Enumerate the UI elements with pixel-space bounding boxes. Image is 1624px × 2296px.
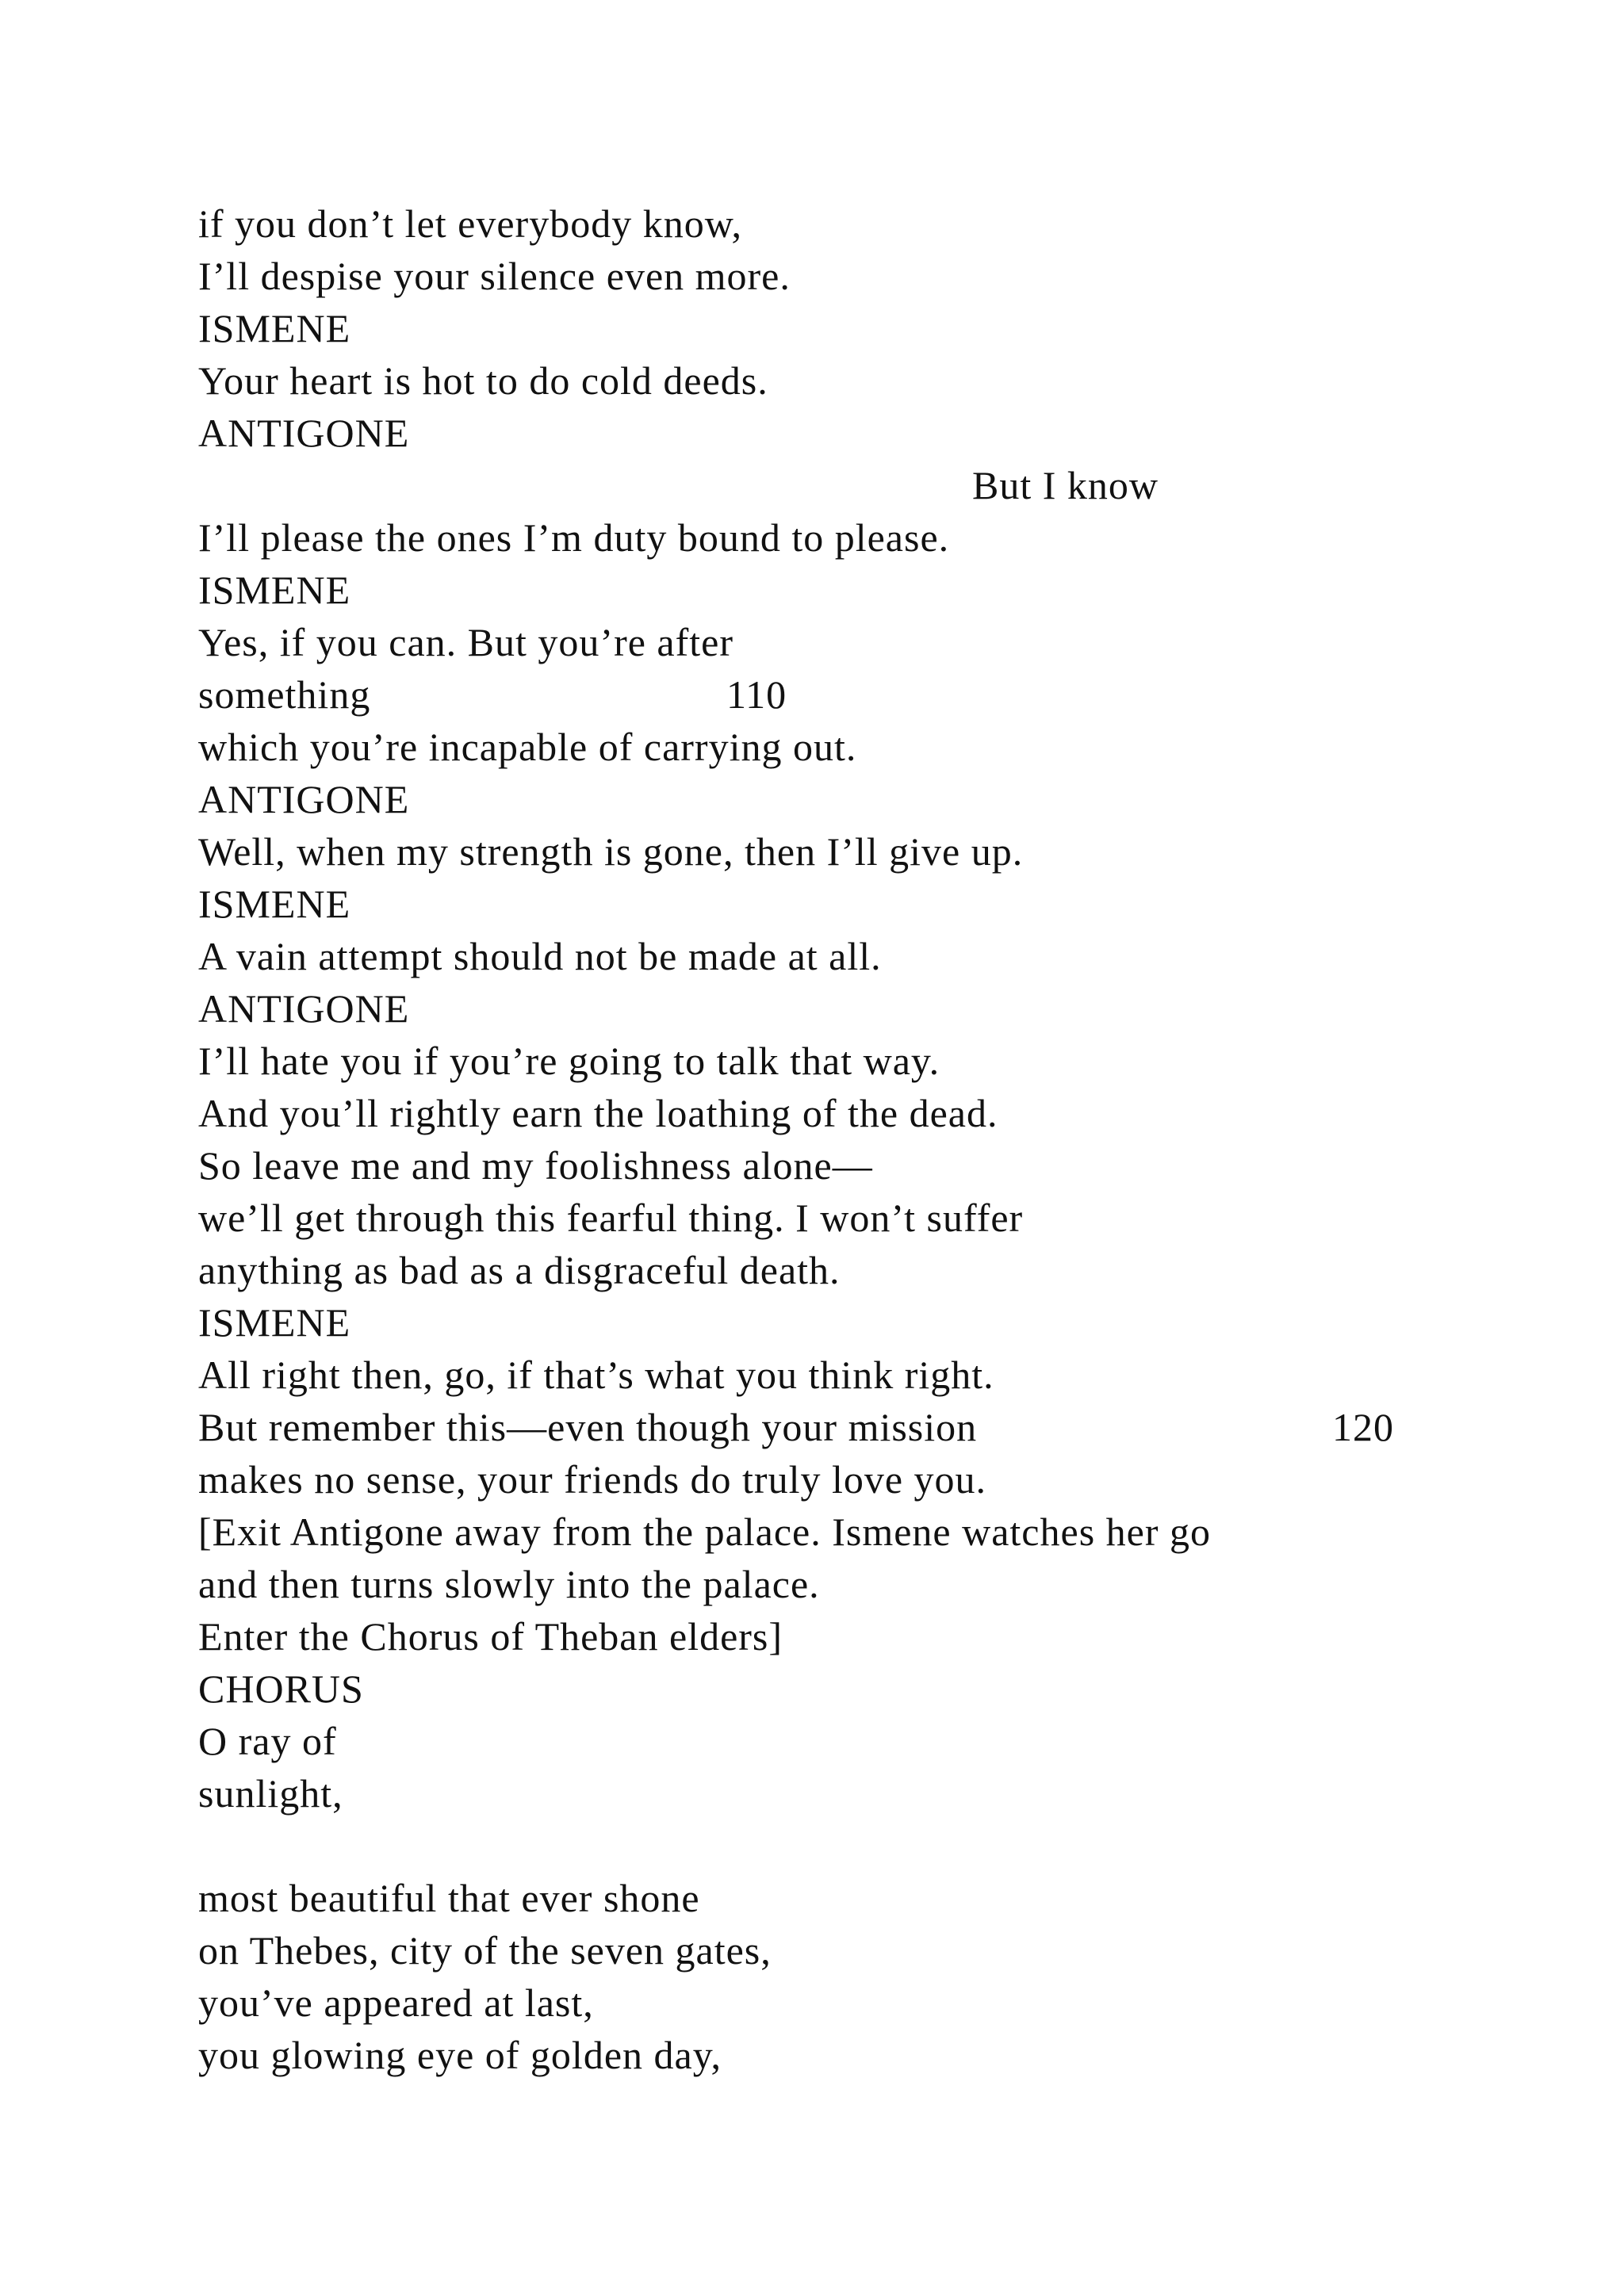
text-line: Your heart is hot to do cold deeds. [198, 358, 768, 403]
text-line: if you don’t let everybody know, [198, 201, 743, 246]
stage-direction: [Exit Antigone away from the palace. Ismene watches her go [198, 1510, 1211, 1554]
text-line-indented: But I know [972, 463, 1159, 507]
speaker-name: ISMENE [198, 306, 351, 350]
speaker-name: ISMENE [198, 568, 351, 612]
stage-direction: Enter the Chorus of Theban elders] [198, 1614, 783, 1659]
text-line: anything as bad as a disgraceful death. [198, 1248, 841, 1292]
text-line: I’ll hate you if you’re going to talk that way. [198, 1039, 940, 1083]
text-line: I’ll please the ones I’m duty bound to please. [198, 515, 950, 560]
speaker-name: ISMENE [198, 882, 351, 926]
speaker-name: CHORUS [198, 1667, 364, 1711]
speaker-name: ANTIGONE [198, 411, 410, 455]
speaker-name: ANTIGONE [198, 777, 410, 821]
text-line: A vain attempt should not be made at all. [198, 934, 882, 978]
text-line: Yes, if you can. But you’re after [198, 620, 733, 664]
text-line: I’ll despise your silence even more. [198, 254, 791, 298]
text-line: we’ll get through this fearful thing. I won’t suffer [198, 1196, 1024, 1240]
text-line: sunlight, [198, 1771, 343, 1816]
text-line: So leave me and my foolishness alone— [198, 1143, 873, 1188]
text-line: All right then, go, if that’s what you think right. [198, 1353, 994, 1397]
speaker-name: ANTIGONE [198, 986, 410, 1031]
line-number: 120 [1332, 1405, 1394, 1449]
text-line: And you’ll rightly earn the loathing of the dead. [198, 1091, 998, 1135]
text-line: which you’re incapable of carrying out. [198, 725, 857, 769]
text-line: makes no sense, your friends do truly love you. [198, 1457, 987, 1502]
speaker-name: ISMENE [198, 1300, 351, 1345]
text-line: But remember this—even though your mission [198, 1405, 978, 1449]
text-line: on Thebes, city of the seven gates, [198, 1928, 772, 1973]
text-line: you glowing eye of golden day, [198, 2033, 722, 2077]
stage-direction: and then turns slowly into the palace. [198, 1562, 820, 1606]
line-number: 110 [726, 672, 787, 717]
text-line: you’ve appeared at last, [198, 1980, 594, 2025]
text-line: O ray of [198, 1719, 337, 1763]
text-line: most beautiful that ever shone [198, 1876, 700, 1920]
text-line: something [198, 672, 371, 717]
text-line: Well, when my strength is gone, then I’ll give up. [198, 829, 1024, 874]
